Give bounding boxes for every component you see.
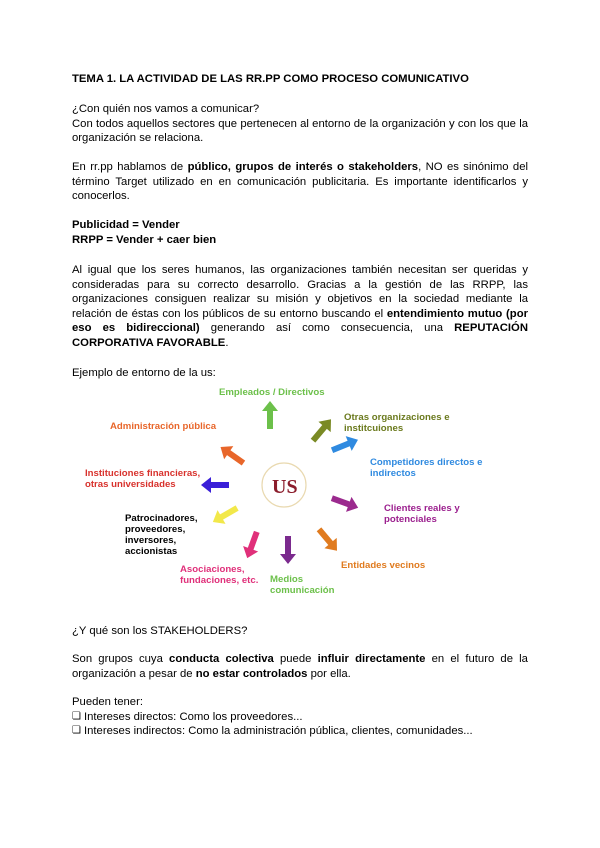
p4-bold-b: conducta colectiva — [169, 653, 274, 665]
p4-text-e: en el futuro de la organización a pesar de — [72, 653, 528, 680]
label-clientes-line: Clientes reales y — [384, 503, 460, 514]
paragraph-2 — [72, 160, 528, 204]
label-patrocinadores — [125, 513, 198, 557]
p3-text-e: . — [225, 336, 229, 349]
label-instituciones-line: otras universidades — [85, 479, 176, 490]
label-empleados-text: Empleados / Directivos — [219, 387, 325, 398]
p2-text-a: En rr.pp hablamos de — [72, 161, 188, 173]
a-entidades-arrow — [313, 524, 343, 556]
label-asociaciones — [180, 564, 258, 586]
a-clientes-arrow — [329, 491, 361, 516]
list-item — [72, 724, 528, 739]
p4-text-c: puede — [273, 653, 318, 665]
paragraph-4 — [72, 652, 528, 681]
label-clientes — [384, 503, 460, 525]
label-asociaciones-line: fundaciones, etc. — [180, 575, 259, 586]
label-entidades — [341, 560, 425, 571]
label-instituciones-line: Instituciones financieras, — [85, 468, 201, 479]
label-patrocinadores-line: accionistas — [125, 546, 178, 557]
list-item-text: Intereses directos: Como los proveedores... — [84, 710, 303, 723]
a-medios-arrow — [280, 536, 296, 564]
question-1: ¿Con quién nos vamos a comunicar? — [72, 103, 260, 115]
label-clientes-line: potenciales — [384, 514, 437, 525]
a-instituciones-arrow — [201, 477, 229, 493]
label-patrocinadores-line: inversores, — [125, 535, 177, 546]
us-logo — [262, 463, 306, 507]
p3-text-c: generando así como consecuencia, una — [199, 322, 455, 335]
p4-bold-d: influir directamente — [317, 653, 426, 665]
a-asociaciones-arrow — [240, 529, 265, 561]
label-instituciones — [85, 468, 200, 490]
label-asociaciones-line: Asociaciones, — [180, 564, 245, 575]
p3-bold-b: entendimiento mutuo (por eso es bidireccional) — [72, 307, 528, 335]
p4-bold-f: no estar controlados — [195, 667, 308, 680]
label-otras — [344, 412, 450, 434]
label-competidores-line: Competidores directos e — [370, 457, 483, 468]
stakeholder-diagram — [0, 375, 600, 615]
logo-text: US — [272, 476, 298, 498]
document-title: TEMA 1. LA ACTIVIDAD DE LAS RR.PP COMO PROCESO COMUNICATIVO — [72, 73, 469, 85]
label-administracion — [110, 421, 216, 432]
checkbox-icon: ❏ — [72, 710, 81, 722]
a-patrocinadores-arrow — [209, 501, 241, 529]
label-empleados — [219, 387, 325, 398]
label-medios — [270, 574, 335, 596]
p3-text-a: Al igual que los seres humanos, las organizaciones también necesitan ser queridas y consideradas para su correcto desarrollo. Gracias a la gestión de las RRPP, las organizaciones consiguen realizar su misión y objetivos en la sociedad mediante la relación de éstas con los públicos de su entorno buscando el — [72, 264, 528, 320]
paragraph-3 — [72, 263, 528, 351]
p2-bold-b: público, grupos de interés o stakeholders — [187, 161, 419, 173]
equation-publicidad: Publicidad = Vender — [72, 219, 180, 231]
label-administracion-text: Administración pública — [110, 421, 217, 432]
p4-text-a: Son grupos cuya — [72, 653, 170, 665]
paragraph-1: Con todos aquellos sectores que pertenecen al entorno de la organización y con los que la organización se relaciona. — [72, 117, 528, 145]
label-entidades-text: Entidades vecinos — [341, 560, 426, 571]
paragraph-5: Pueden tener: — [72, 696, 143, 708]
question-2: ¿Y qué son los STAKEHOLDERS? — [72, 625, 248, 637]
label-otras-line: institcuiones — [344, 423, 404, 434]
list-item-text: Intereses indirectos: Como la administración pública, clientes, comunidades... — [84, 725, 473, 738]
p4-text-g: por ella. — [307, 667, 351, 680]
label-competidores-line: indirectos — [370, 468, 416, 479]
a-administracion-arrow — [216, 440, 248, 469]
label-medios-line: comunicación — [270, 585, 335, 596]
p2-text-c: , NO es sinónimo del término Target utilizado en en comunicación publicitaria. Es importante identificarlos y conocerlos. — [72, 161, 528, 203]
example-intro: Ejemplo de entorno de la us: — [72, 367, 216, 379]
equation-rrpp: RRPP = Vender + caer bien — [72, 233, 217, 246]
checkbox-icon: ❏ — [72, 725, 81, 737]
label-medios-line: Medios — [270, 574, 304, 585]
a-competidores-arrow — [329, 432, 361, 457]
p3-bold-d: REPUTACIÓN CORPORATIVA FAVORABLE — [72, 322, 528, 349]
a-otras-arrow — [307, 414, 337, 446]
list-item — [72, 710, 528, 725]
label-patrocinadores-line: proveedores, — [125, 524, 186, 535]
label-otras-line: Otras organizaciones e — [344, 412, 450, 423]
label-patrocinadores-line: Patrocinadores, — [125, 513, 198, 524]
a-empleados-arrow — [262, 401, 278, 429]
label-competidores — [370, 457, 483, 479]
